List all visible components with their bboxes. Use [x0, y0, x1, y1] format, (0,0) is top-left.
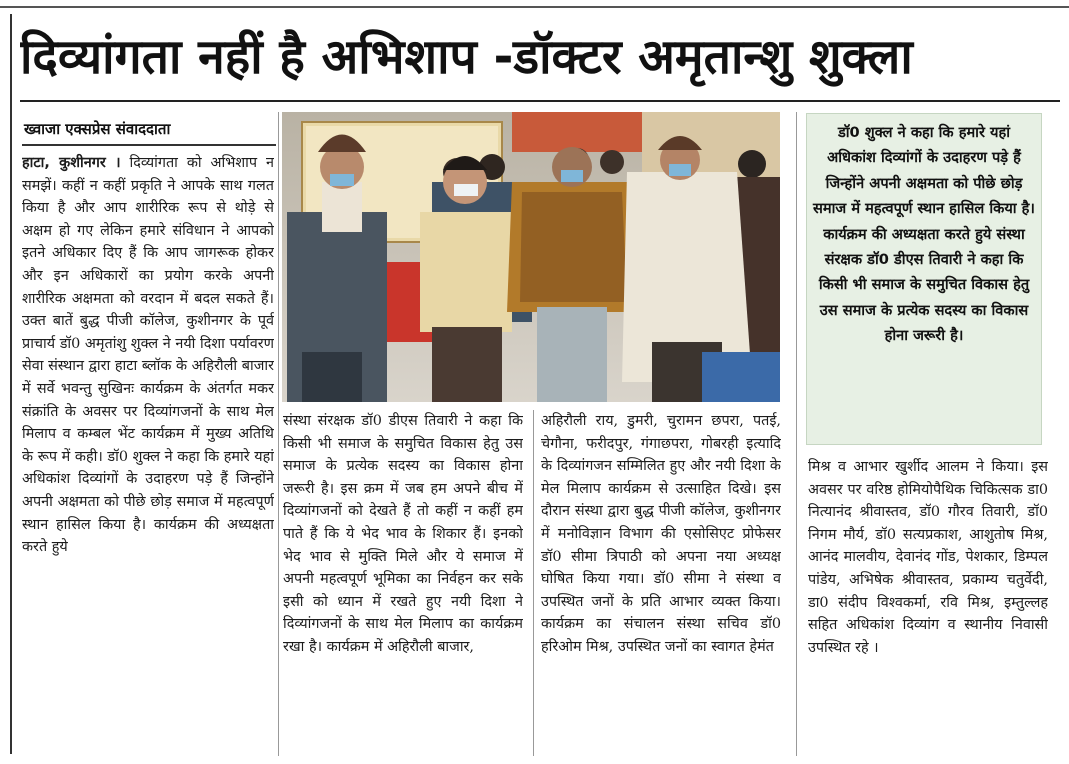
dateline: हाटा, कुशीनगर । — [22, 155, 121, 171]
column-divider-2 — [533, 410, 534, 756]
article-headline: दिव्यांगता नहीं है अभिशाप -डॉक्टर अमृतान्शु शुक्ला — [20, 29, 913, 85]
left-column-rule — [10, 14, 12, 754]
byline: ख्वाजा एक्सप्रेस संवाददाता — [24, 120, 171, 138]
top-rule — [0, 0, 1069, 8]
column-divider-3 — [796, 112, 797, 756]
column-1-text: दिव्यांगता को अभिशाप न समझें। कहीं न कहीं प्रकृति ने आपके साथ गलत किया है और आप शारीरिक रूप से थोड़े से अक्षम हो गए लेकिन हमारे संविधान ने आपको इतने अधिकार दिए हैं कि आप जागरूक होकर और इन अधिकारों का प्रयोग करके अपनी शारीरिक अक्षमता को वरदान में बदल सकते हैं। उक्त बातें बुद्ध पीजी कॉलेज, कुशीनगर के पूर्व प्राचार्य डॉ0 अमृतांशु शुक्ल ने नयी दिशा पर्यावरण सेवा संस्थान द्वारा हाटा ब्लॉक के अहिरौली बाजार में सर्वे भवन्तु सुखिनः कार्यक्रम के अंतर्गत मकर संक्रांति के अवसर पर दिव्यांगजनों के साथ मेल मिलाप व कम्बल भेंट कार्यक्रम में मुख्य अतिथि के रूप में कही। डॉ0 शुक्ल ने कहा कि हमारे यहां अधिकांश दिव्यांगों के उदाहरण पड़े हैं जिन्होंने अपनी अक्षमता को पीछे छोड़ समाज में महत्वपूर्ण स्थान हासिल किया है। कार्यक्रम की अध्यक्षता करते हुये — [22, 155, 274, 556]
event-photo — [282, 112, 780, 402]
headline-rule — [20, 100, 1060, 102]
article-column-4: मिश्र व आभार खुर्शीद आलम ने किया। इस अवसर पर वरिष्ठ होमियोपैथिक चिकित्सक डा0 नित्यानंद श्रीवास्तव, डॉ0 गौरव तिवारी, डॉ0 निगम मौर्य, डॉ0 सत्यप्रकाश, आशुतोष मिश्र, आनंद मालवीय, देवानंद गोंड, पेशकार, डिम्पल पांडेय, अभिषेक श्रीवास्तव, प्रकाम्य चतुर्वेदी, डा0 संदीप विश्वकर्मा, रवि मिश्र, इम्तुल्लह सहित अधिकांश दिव्यांग व स्थानीय निवासी उपस्थित रहे । — [808, 459, 1048, 656]
pull-quote-box: डॉ0 शुक्ल ने कहा कि हमारे यहां अधिकांश दिव्यांगों के उदाहरण पड़े हैं जिन्होंने अपनी अक्षमता को पीछे छोड़ समाज में महत्वपूर्ण स्थान हासिल किया है। कार्यक्रम की अध्यक्षता करते हुये संस्था संरक्षक डॉ0 डीएस तिवारी ने कहा कि किसी भी समाज के समुचित विकास हेतु उस समाज के प्रत्येक सदस्य का विकास होना जरूरी है। — [806, 113, 1042, 445]
article-column-1 — [22, 152, 274, 756]
article-column-2: संस्था संरक्षक डॉ0 डीएस तिवारी ने कहा कि किसी भी समाज के समुचित विकास हेतु उस समाज के प्रत्येक सदस्य का विकास होना जरूरी है। इस क्रम में जब हम अपने बीच में दिव्यांगजनों को देखते हैं तो कहीं न कहीं हम पाते हैं कि ये भेद भाव के शिकार हैं। इनको भेद भाव से मुक्ति मिले और ये समाज में अपनी महत्वपूर्ण भूमिका का निर्वहन कर सके इसी को ध्यान में रखते हुए नयी दिशा ने दिव्यांगजनों के साथ मेल मिलाप का कार्यक्रम रखा है। कार्यक्रम में अहिरौली बाजार, — [283, 413, 523, 655]
column-divider-1 — [278, 112, 279, 756]
article-column-3: अहिरौली राय, डुमरी, चुरामन छपरा, पतई, चेगौना, फरीदपुर, गंगाछपरा, गोबरही इत्यादि के दिव्यांगजन सम्मिलित हुए और नयी दिशा के मेल मिलाप कार्यक्रम से उत्साहित दिखे। इस दौरान संस्था द्वारा बुद्ध पीजी कॉलेज, कुशीनगर में मनोविज्ञान विभाग की एसोसिएट प्रोफेसर डॉ0 सीमा त्रिपाठी को अपना नया अध्यक्ष घोषित किया गया। डॉ0 सीमा ने संस्था व उपस्थित जनों के प्रति आभार व्यक्त किया। कार्यक्रम का संचालन संस्था सचिव डॉ0 हरिओम मिश्र, उपस्थित जनों का स्वागत हेमंत — [541, 413, 781, 655]
byline-rule — [22, 144, 276, 146]
event-photo-illustration — [282, 112, 780, 402]
